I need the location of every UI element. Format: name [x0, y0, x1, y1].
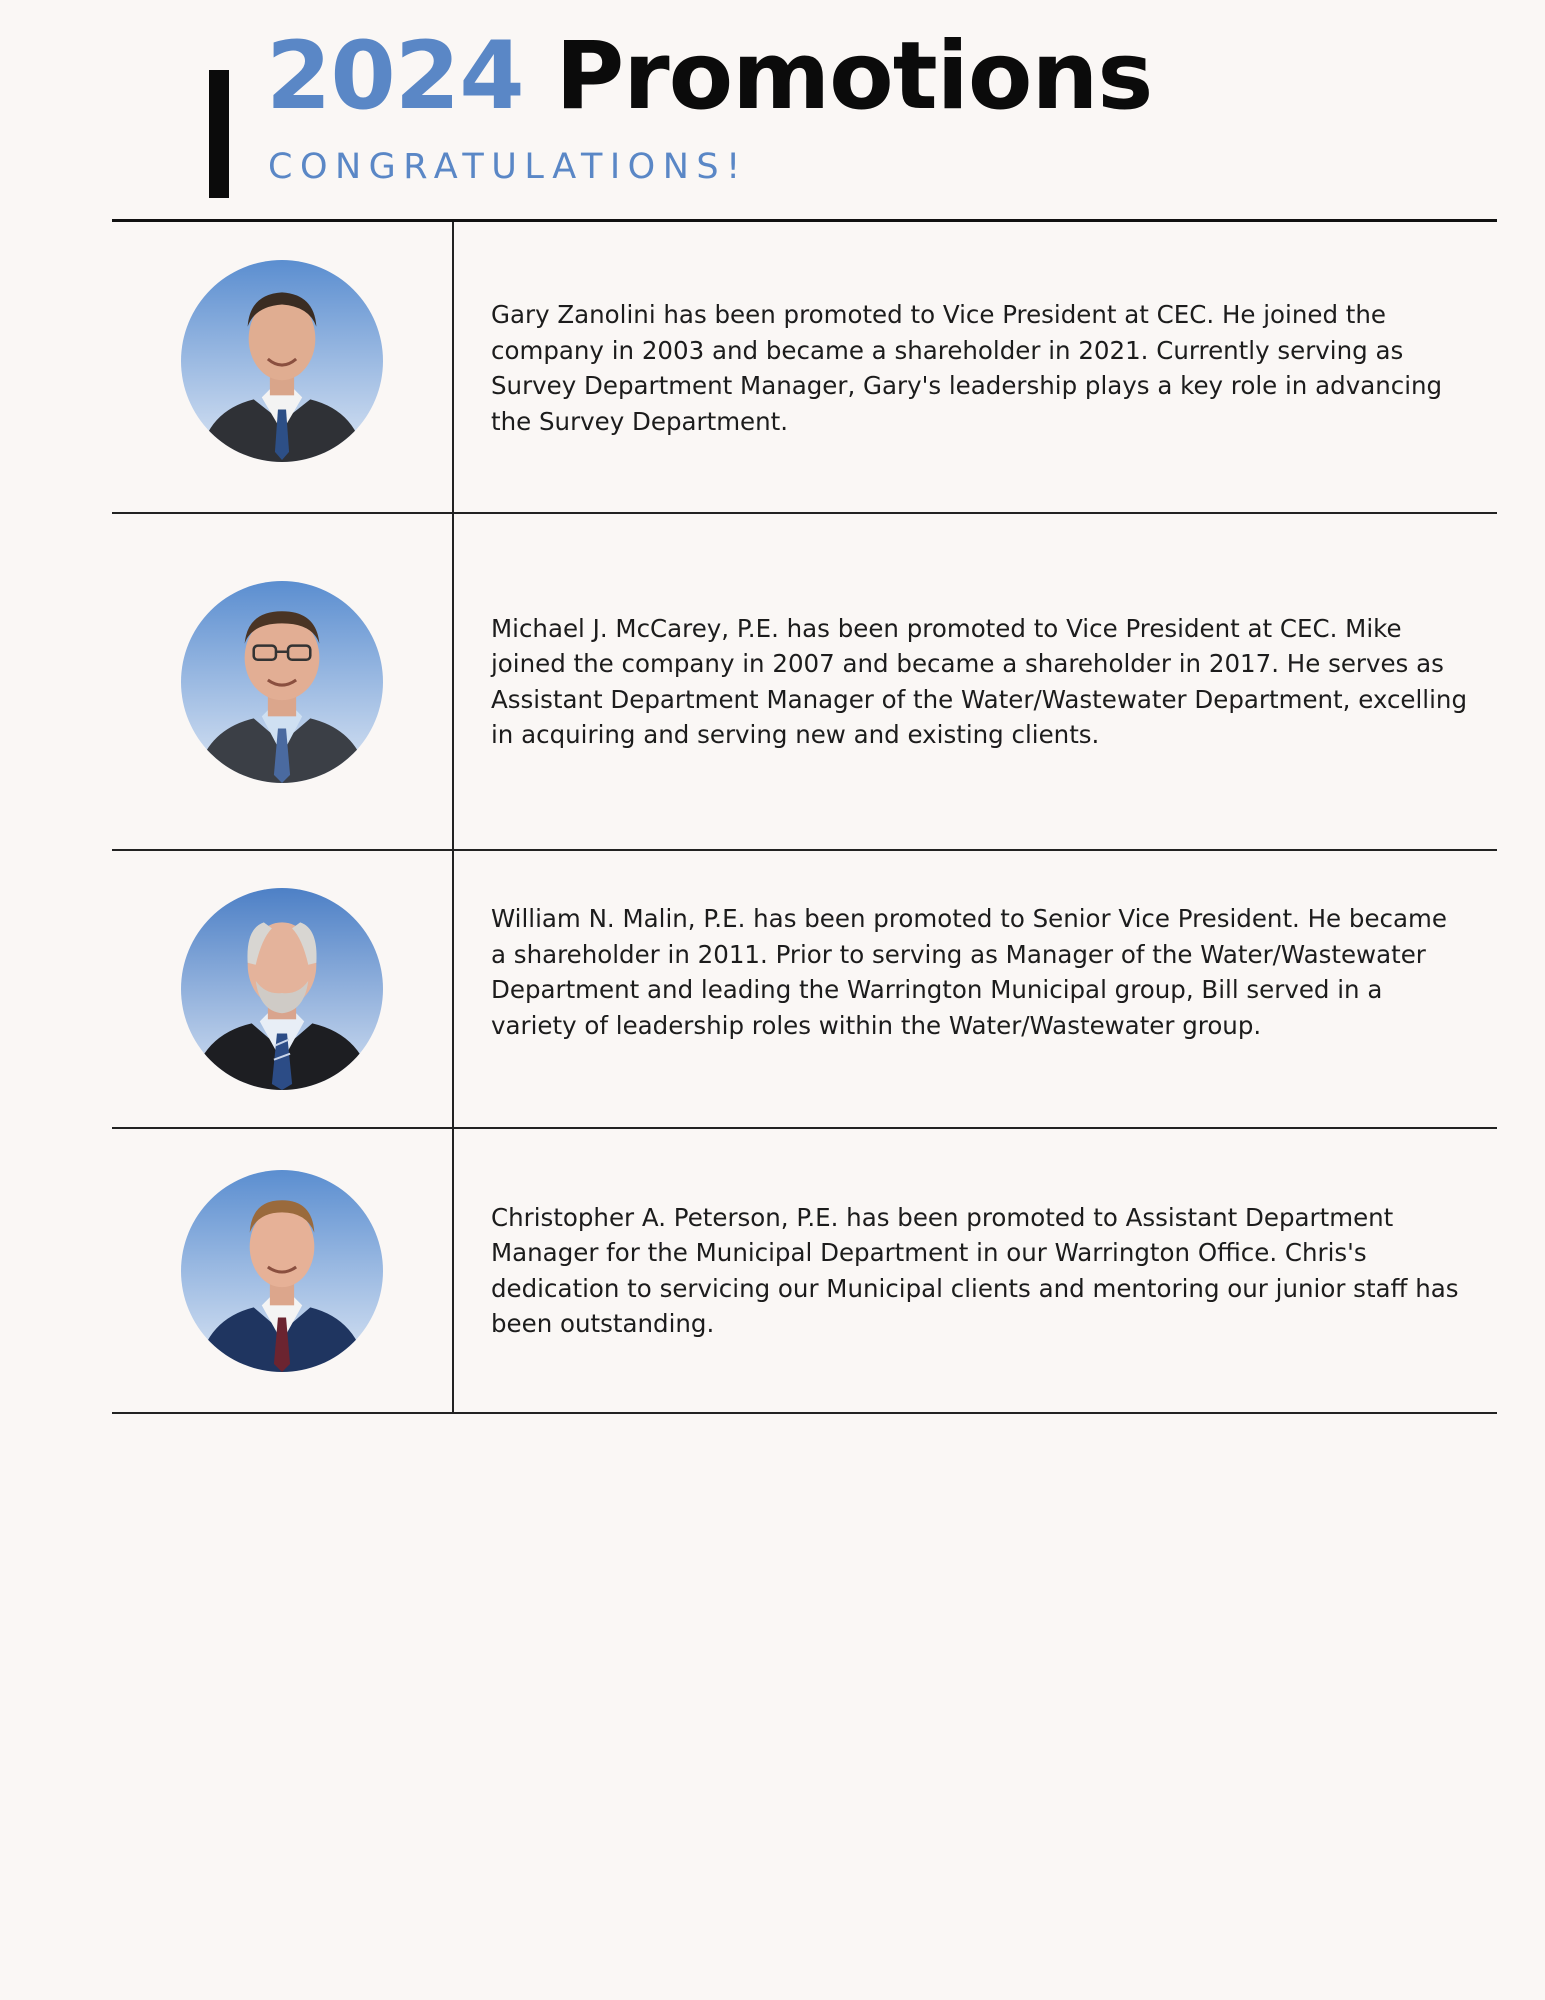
promotion-row — [112, 222, 1497, 514]
bio-text: William N. Malin, P.E. has been promoted to Senior Vice President. He became a shareholder in 2011. Prior to serving as Manager of the Water/Wastewater Department and leading the Warrington Municipal group, Bill served in a variety of leadership roles within the Water/Wastewater group. — [491, 904, 1447, 1040]
bio-cell — [454, 222, 1497, 512]
title-accent-bar — [209, 70, 229, 198]
title-word: Promotions — [555, 22, 1153, 131]
bio-cell — [454, 514, 1497, 849]
headshot-portrait-icon — [181, 581, 383, 783]
bio-text: Gary Zanolini has been promoted to Vice President at CEC. He joined the company in 2003 and became a shareholder in 2021. Currently serving as Survey Department Manager, Gary's leadership plays a key role in advancing the Survey Department. — [491, 300, 1443, 436]
promotion-row — [112, 851, 1497, 1129]
bio-text: Michael J. McCarey, P.E. has been promoted to Vice President at CEC. Mike joined the company in 2007 and became a shareholder in 2017. He serves as Assistant Department Manager of the Water/Wastewater Department, excelling in acquiring and serving new and existing clients. — [491, 613, 1467, 749]
promotions-table — [112, 219, 1497, 1414]
title-year: 2024 — [266, 22, 524, 131]
page-title — [266, 22, 1153, 131]
headshot-portrait-icon — [181, 1170, 383, 1372]
photo-cell — [112, 1129, 454, 1412]
headshot-portrait-icon — [181, 888, 383, 1090]
headshot-portrait-icon — [181, 260, 383, 462]
page-subtitle: CONGRATULATIONS! — [268, 147, 748, 187]
bio-cell — [454, 851, 1497, 1127]
promotion-row — [112, 514, 1497, 851]
photo-cell — [112, 851, 454, 1127]
photo-cell — [112, 514, 454, 849]
photo-cell — [112, 222, 454, 512]
bio-cell — [454, 1129, 1497, 1412]
promotion-row — [112, 1129, 1497, 1414]
bio-text: Christopher A. Peterson, P.E. has been promoted to Assistant Department Manager for the Municipal Department in our Warrington Office. Chris's dedication to servicing our Municipal clients and mentoring our junior staff has been outstanding. — [491, 1202, 1459, 1338]
